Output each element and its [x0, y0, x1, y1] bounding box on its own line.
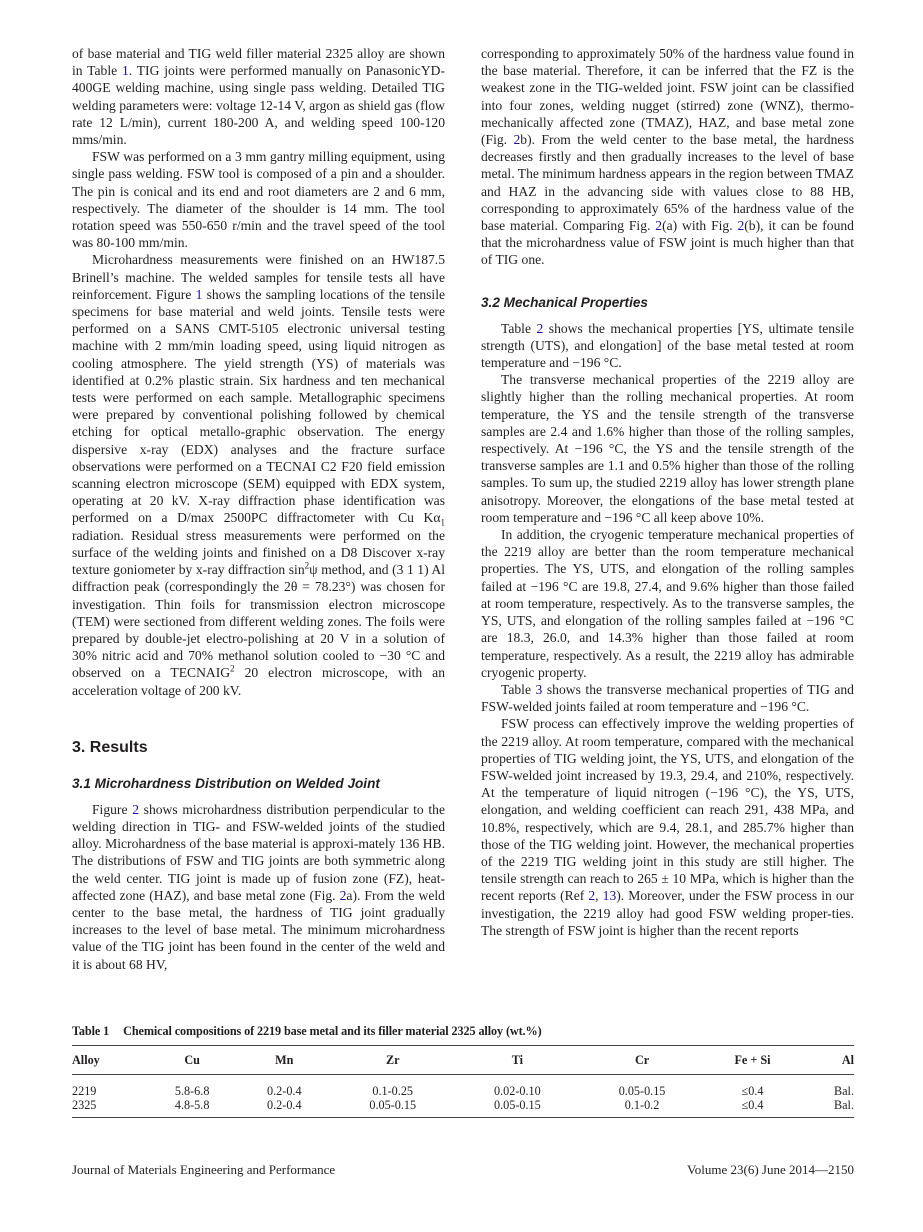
table-cell: 0.1-0.25: [372, 1084, 414, 1098]
superscript: 2: [304, 560, 310, 571]
reference-link[interactable]: 2: [588, 888, 596, 904]
text-run: In addition, the cryogenic temperature mechanical properties of the 2219 alloy are better than the room temperature mechanical properties. The YS, UTS, and elongation of the rolling samples failed at −196 °C are 19.8, 27.4, and 9.6% higher than those failed at room temperature, respectively. As to the transverse samples, the YS, UTS, and elongation of the rolling samples failed at −196 °C are 18.3, 26.0, and 14.3% higher than those failed at room temperature, respectively. As a result, the 2219 alloy has admirable cryogenic property.: [481, 527, 854, 680]
reference-link[interactable]: 2: [339, 887, 347, 903]
text-run: corresponding to approximately 50% of the hardness value found in the base material. Therefore, it can be inferred that the FZ is the weakest zone in the TIG-welded joint. FSW joint can be classified into four zones, welding nugget (stirred) zone (WNZ), thermo-mechanically affected zone (TMAZ), HAZ, and base metal zone (Fig.: [481, 46, 854, 148]
reference-link[interactable]: 13: [602, 888, 617, 904]
table-cell: 5.8-6.8: [174, 1084, 210, 1098]
table-cell: 2219: [72, 1084, 97, 1098]
text-run: ,: [595, 888, 603, 904]
column-header: Fe + Si: [734, 1053, 771, 1067]
subsection-heading-mechanical-properties: 3.2 Mechanical Properties: [481, 294, 648, 310]
text-run: b). From the weld center to the base metal, the hardness decreases firstly and then gradually increases to the level of base metal. The minimum hardness appears in the region between TMAZ and HAZ in the advancing side with values close to 88 HB, corresponding to approximately 65% of the hardness value of the base material. Comparing Fig.: [481, 132, 854, 234]
paragraph: [481, 681, 854, 715]
table-cell: 0.2-0.4: [267, 1098, 302, 1112]
paragraph: [72, 45, 445, 148]
column-header: Ti: [511, 1053, 524, 1067]
table-cell: ≤0.4: [741, 1084, 764, 1098]
table-label: Table 1: [72, 1024, 110, 1038]
text-run: shows the transverse mechanical properties of TIG and FSW-welded joints failed at room temperature and −196 °C.: [481, 681, 854, 715]
text-run: shows the sampling locations of the tensile specimens for base material and weld joints. Tensile tests were performed on a SANS CMT-5105 electronic universal testing machine with 2 mm/min loading speed, using liquid nitrogen as cooling atmosphere. The yield strength (YS) of materials was identified at 0.2% plastic strain. Six hardness and ten mechanical tests were performed on each sample. Metallographic specimens were prepared by conventional polishing followed by chemical etching for optical metallo-graphic observation. The energy dispersive x-ray (EDX) analyses and the fracture surface observations were performed on a TECNAI C2 F20 field emission scanning electron microscope (SEM) equipped with EDX system, operating at 20 kV. X-ray diffraction phase identification was performed on a D/max 2500PC diffractometer with Cu Kα: [72, 286, 445, 526]
methods-text: [72, 45, 445, 699]
table-row: [72, 1075, 854, 1099]
text-run: . TIG joints were performed manually on PanasonicYD-400GE welding machine, using single pass welding. Detailed TIG welding parameters were: voltage 12-14 V, argon as shield gas (flow rate 12 L/min), current 180-200 A, and welding speed 100-120 mms/min.: [72, 63, 445, 148]
reference-link[interactable]: 2: [655, 218, 663, 234]
table-cell: 0.1-0.2: [624, 1098, 660, 1112]
reference-link[interactable]: 2: [132, 801, 139, 817]
table-cell: 0.05-0.15: [369, 1098, 417, 1112]
text-run: ψ method, and (3 1 1) Al diffraction peak (correspondingly the 2θ = 78.23°) was chosen for investigation. Thin foils for transmission electron microscope (TEM) were sectioned from different welding zones. The foils were prepared by double-jet electro-polishing at 20 V in a solution of 30% nitric acid and 70% methanol solution cooled to −30 °C and observed on a TECNAIG: [72, 562, 445, 681]
reference-link[interactable]: 1: [195, 286, 203, 302]
right-column: [481, 45, 854, 939]
paragraph: [72, 251, 445, 698]
table-caption: [72, 1024, 854, 1039]
volume-page: Volume 23(6) June 2014—2150: [687, 1162, 854, 1177]
table-cell: 0.2-0.4: [267, 1084, 302, 1098]
table-header-row: [72, 1046, 854, 1075]
text-run: Table: [501, 681, 536, 697]
text-run: Figure: [92, 801, 133, 817]
table-cell: 0.05-0.15: [494, 1098, 541, 1112]
text-run: a). From the weld center to the base metal, the hardness of TIG joint gradually increases to the level of base metal. The minimum microhardness value of the TIG joint has been found in the center of the weld and it is about 68 HV,: [72, 887, 445, 972]
table-cell: Bal.: [834, 1098, 854, 1112]
reference-link[interactable]: 1: [121, 63, 129, 79]
text-run: (a) with Fig.: [662, 218, 738, 234]
subscript: 1: [440, 518, 445, 529]
paragraph: [72, 148, 445, 251]
text-run: Table: [501, 320, 537, 336]
reference-link[interactable]: 2: [737, 218, 745, 234]
table-cell: 2325: [72, 1098, 97, 1112]
text-run: shows microhardness distribution perpendicular to the welding direction in TIG- and FSW-welded joints of the studied alloy. Microhardness of the base material is approxi-mately 136 HB. The distributions of FSW and TIG joints are both symmetric along the weld center. TIG joint is made up of fusion zone (FZ), heat-affected zone (HAZ), and base metal zone (Fig.: [72, 801, 445, 903]
text-run: shows the mechanical properties [YS, ultimate tensile strength (UTS), and elongation] of the base metal tested at room temperature and −196 °C.: [481, 320, 854, 371]
column-header: Cr: [634, 1053, 650, 1067]
text-run: FSW process can effectively improve the welding properties of the 2219 alloy. At room temperature, compared with the mechanical properties of TIG welding joint, the YS, UTS, and elongation of the FSW-welded joint increased by 19.3, 29.4, and 210%, respectively. At the temperature of liquid nitrogen (−196 °C), the YS, UTS, elongation, and welding coefficient can reach 291, 438 MPa, and 10.8%, respectively, which are 9.4, 28.1, and 285.7% higher than those of the TIG welding joint. However, the mechanical properties of the 2219 TIG welding joint in this study are still higher. The tensile strength can reach to 265 ± 10 MPa, which is higher than the recent reports (Ref: [481, 716, 854, 904]
text-run: of base material and TIG weld filler material 2325 alloy are shown in Table: [72, 46, 445, 79]
reference-link[interactable]: 3: [535, 681, 543, 697]
table-1: [72, 1024, 854, 1118]
table-body: [72, 1075, 854, 1118]
microhardness-text-continued: [481, 45, 854, 269]
paragraph: [481, 715, 854, 939]
microhardness-text: [72, 801, 445, 973]
table-cell: 0.02-0.10: [494, 1084, 541, 1098]
text-run: radiation. Residual stress measurements were performed on the surface of the welding joints and finished on a D8 Discover x-ray texture goniometer by x-ray diffraction sin: [72, 527, 445, 578]
text-run: (b), it can be found that the microhardness value of FSW joint is much higher than that of TIG one.: [481, 218, 854, 268]
text-run: The transverse mechanical properties of the 2219 alloy are slightly higher than the rolling mechanical properties. At room temperature, the YS and the tensile strength of the transverse samples are 2.4 and 1.6% higher than those of the rolling samples, respectively. At −196 °C, the YS and the tensile strength of the transverse samples are 1.1 and 0.5% higher than those of the rolling samples. To sum up, the studied 2219 alloy has lower strength plane anisotropy. Moreover, the elongations of the base metal tested at room temperature and −196 °C all keep above 10%.: [481, 372, 854, 525]
column-header: Cu: [184, 1053, 200, 1067]
paragraph: [481, 320, 854, 372]
table-title: Chemical compositions of 2219 base metal and its filler material 2325 alloy (wt.%): [123, 1024, 542, 1038]
table-cell: Bal.: [834, 1084, 854, 1098]
superscript: 2: [230, 663, 235, 674]
section-heading-results: 3. Results: [72, 738, 148, 756]
table-row: [72, 1098, 854, 1118]
text-run: FSW was performed on a 3 mm gantry milling equipment, using single pass welding. FSW tool is composed of a pin and a shoulder. The pin is conical and its end and root diameters are 2 and 6 mm, respectively. The diameter of the shoulder is 14 mm. The tool rotation speed was 550-650 r/min and the travel speed of the tool was 80-100 mm/min.: [72, 149, 445, 251]
paragraph: [481, 45, 854, 269]
reference-link[interactable]: 2: [536, 320, 544, 336]
text-run: ). Moreover, under the FSW process in our investigation, the 2219 alloy had good FSW welding proper-ties. The strength of FSW joint is higher than the recent reports: [481, 888, 854, 938]
table-cell: 0.05-0.15: [618, 1084, 666, 1098]
mechanical-properties-text: [481, 320, 854, 939]
text-run: 20 electron microscope, with an acceleration voltage of 200 kV.: [72, 665, 445, 698]
table-cell: 4.8-5.8: [174, 1098, 210, 1112]
left-column: [72, 45, 445, 973]
text-run: Microhardness measurements were finished on an HW187.5 Brinell’s machine. The welded samples for tensile tests all have reinforcement. Figure: [72, 252, 445, 302]
paragraph: [481, 526, 854, 681]
paragraph: [72, 801, 445, 973]
paragraph: [481, 371, 854, 526]
column-header: Al: [841, 1053, 854, 1067]
column-header: Zr: [385, 1053, 400, 1067]
subsection-heading-microhardness: 3.1 Microhardness Distribution on Welded Joint: [72, 775, 380, 791]
composition-table: [72, 1045, 854, 1118]
journal-name: Journal of Materials Engineering and Performance: [72, 1162, 336, 1177]
reference-link[interactable]: 2: [513, 132, 521, 148]
column-header: Mn: [275, 1053, 294, 1067]
column-header: Alloy: [72, 1053, 100, 1067]
page-footer: [72, 1162, 854, 1178]
table-cell: ≤0.4: [741, 1098, 764, 1112]
